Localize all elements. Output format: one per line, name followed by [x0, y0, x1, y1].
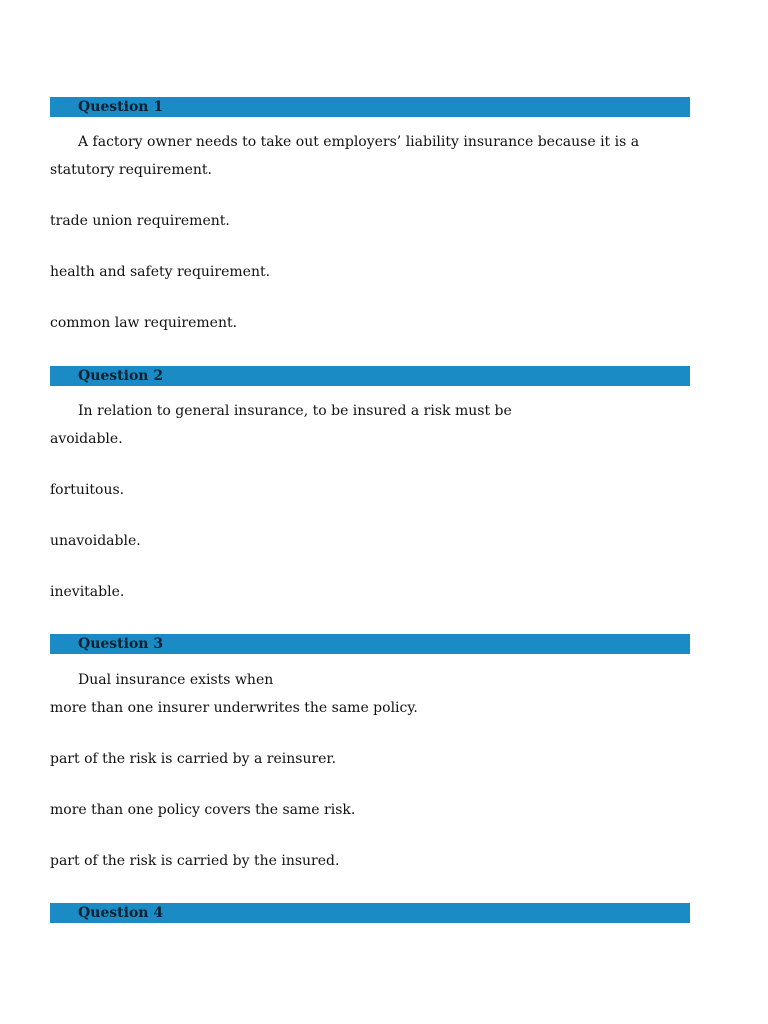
answer-option: fortuitous.	[50, 482, 125, 498]
answer-option: unavoidable.	[50, 533, 141, 549]
question-header-bar	[50, 634, 690, 654]
answer-option: more than one insurer underwrites the same policy.	[50, 700, 418, 716]
answer-option: avoidable.	[50, 431, 123, 447]
question-title: Question 4	[78, 905, 164, 921]
question-stem: A factory owner needs to take out employers’ liability insurance because it is a	[78, 134, 640, 150]
question-header-bar	[50, 366, 690, 386]
answer-option: health and safety requirement.	[50, 264, 271, 280]
question-title: Question 2	[78, 368, 164, 384]
answer-option: common law requirement.	[50, 315, 238, 331]
question-title: Question 1	[78, 99, 164, 115]
answer-option: part of the risk is carried by the insured.	[50, 853, 340, 869]
question-header-bar	[50, 97, 690, 117]
question-title: Question 3	[78, 636, 164, 652]
answer-option: part of the risk is carried by a reinsurer.	[50, 751, 337, 767]
answer-option: inevitable.	[50, 584, 125, 600]
question-header-bar	[50, 903, 690, 923]
answer-option: statutory requirement.	[50, 162, 212, 178]
answer-option: more than one policy covers the same risk.	[50, 802, 356, 818]
answer-option: trade union requirement.	[50, 213, 230, 229]
question-stem: Dual insurance exists when	[78, 672, 274, 688]
question-stem: In relation to general insurance, to be insured a risk must be	[78, 403, 512, 419]
